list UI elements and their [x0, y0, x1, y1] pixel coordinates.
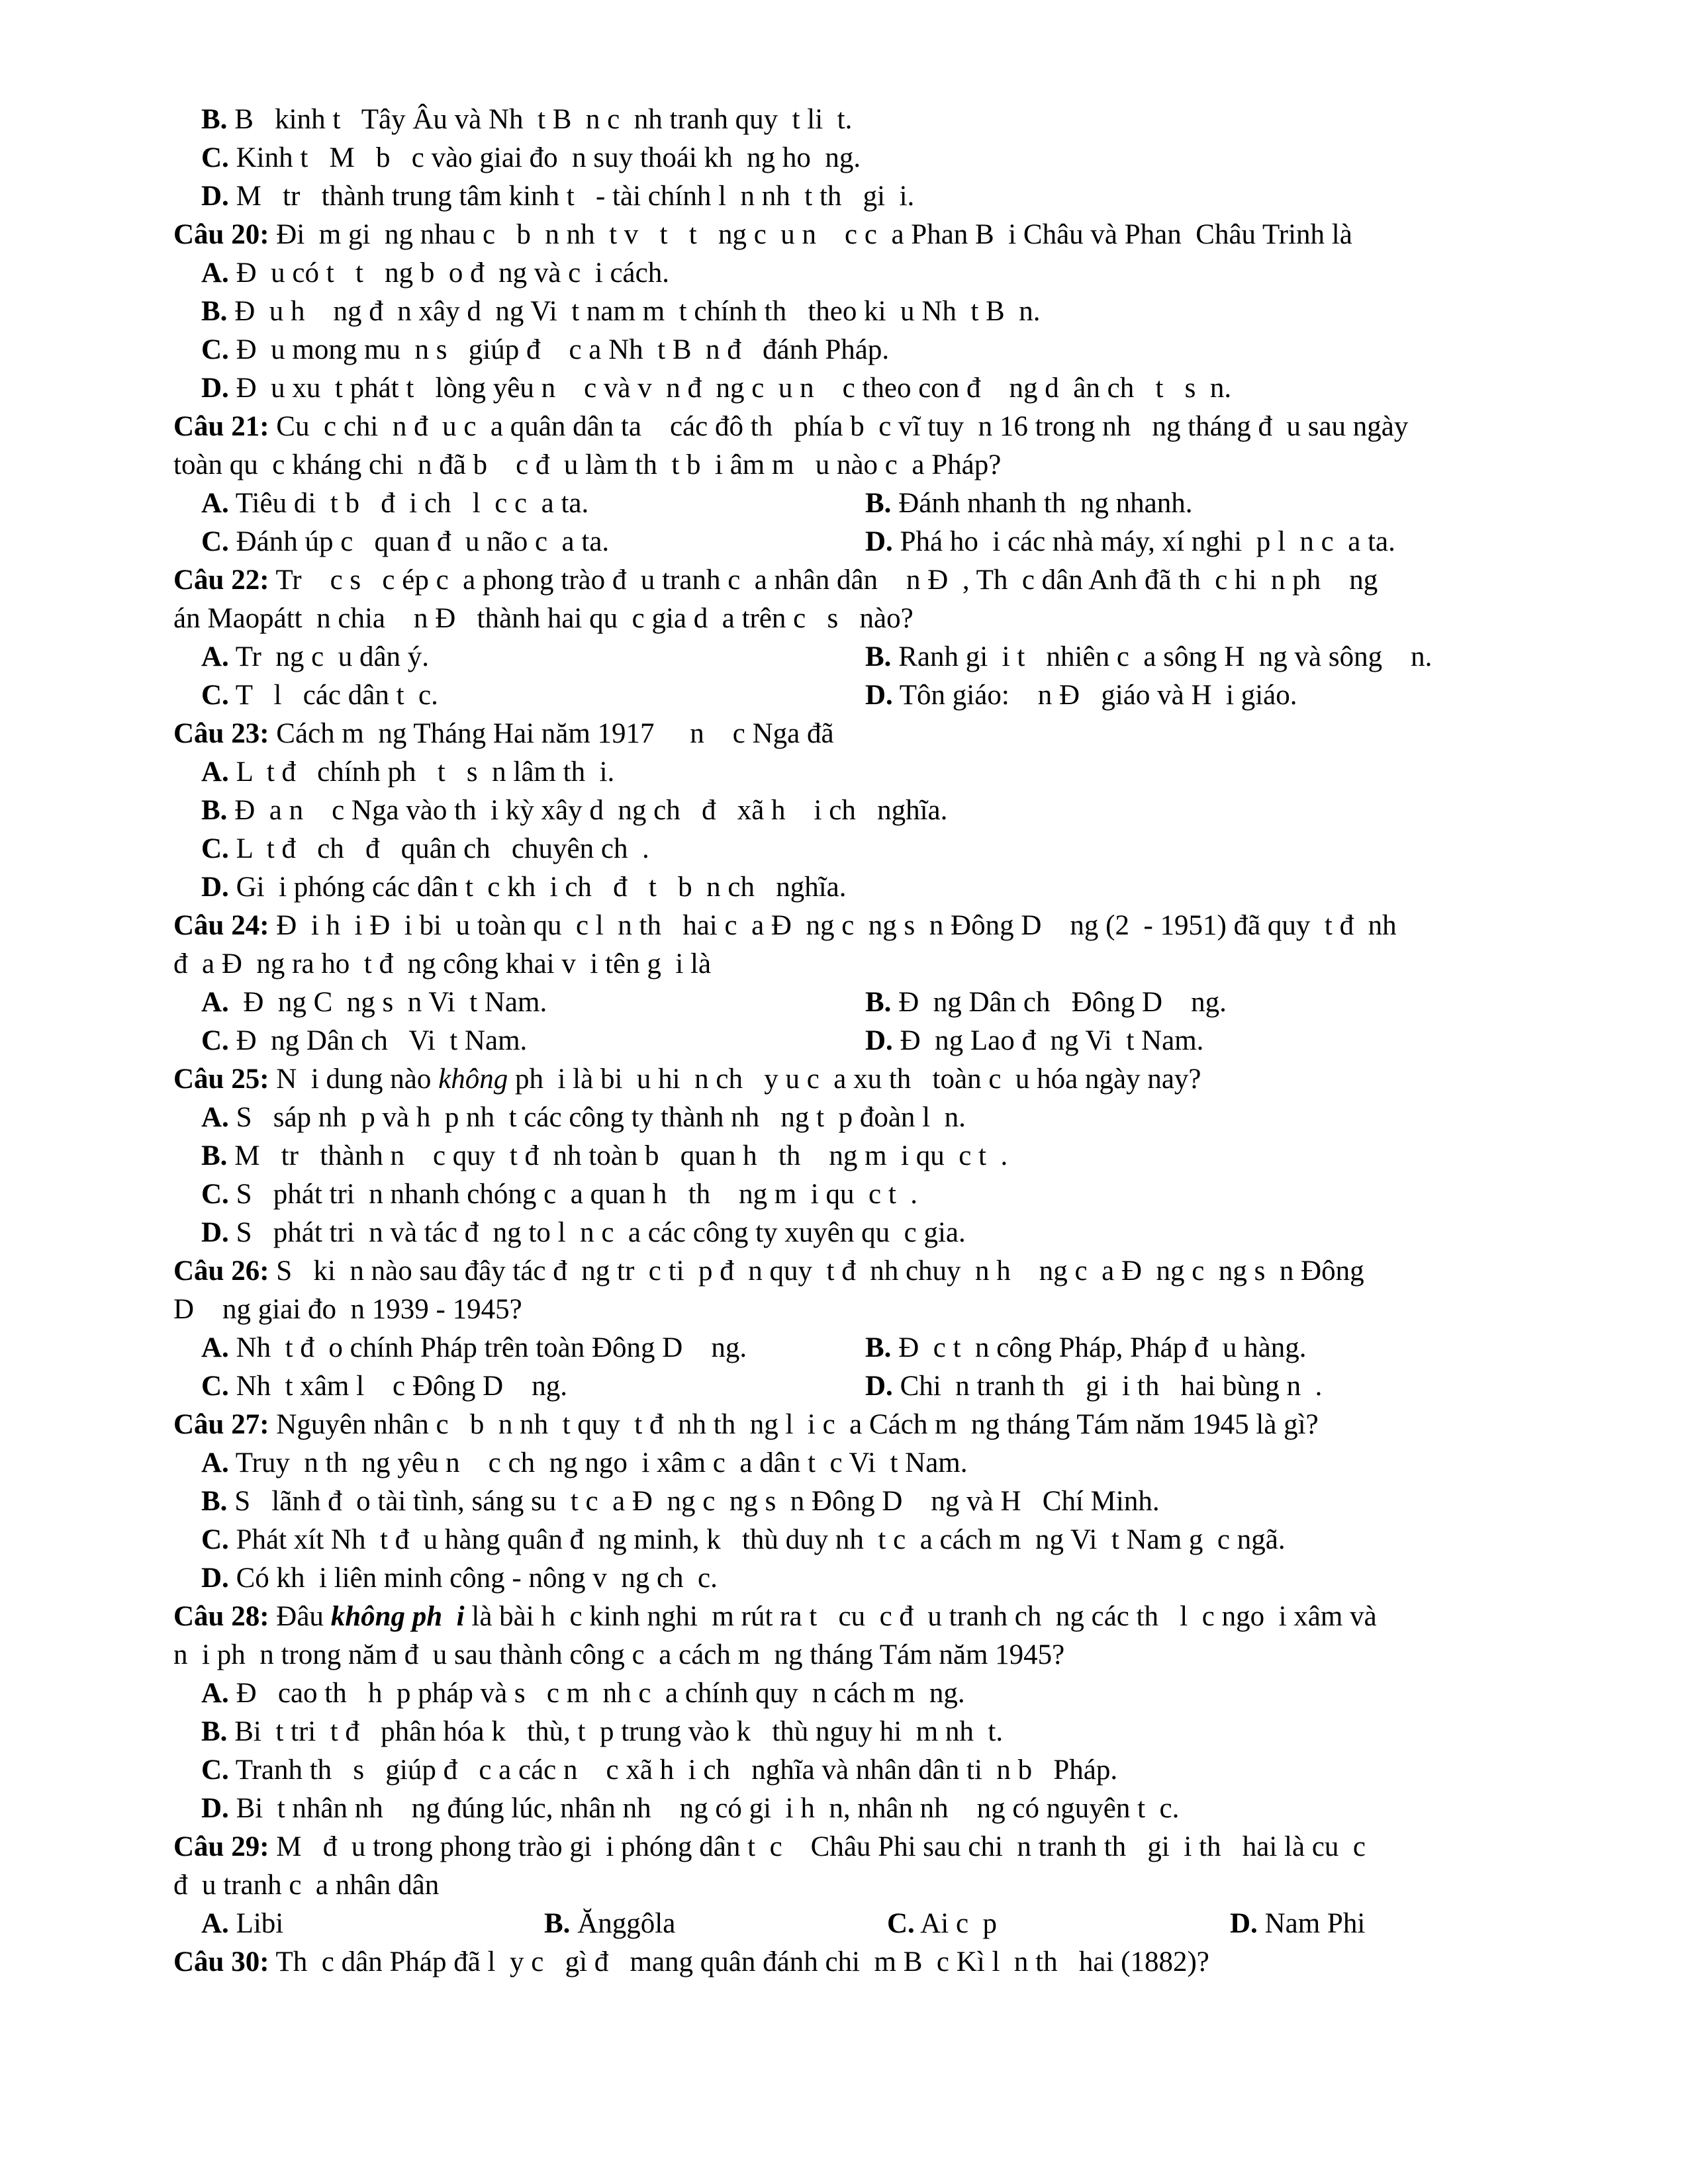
- q25-option-b: B. M tr thành n c quy t đ nh toàn b quan h th ng m i qu c t .: [201, 1140, 1008, 1171]
- q20-option-b: B. Đ u h ng đ n xây d ng Vi t nam m t chính th theo ki u Nh t B n.: [201, 296, 1041, 327]
- q27-option-d: D. Có kh i liên minh công - nông v ng ch c.: [201, 1563, 718, 1594]
- q27-option-a: A. Truy n th ng yêu n c ch ng ngo i xâm c a dân t c Vi t Nam.: [201, 1447, 968, 1479]
- q24-option-d: D. Đ ng Lao đ ng Vi t Nam.: [865, 1025, 1204, 1056]
- q24-stem-cont: đ a Đ ng ra ho t đ ng công khai v i tên g i là: [173, 948, 712, 979]
- q21-option-d: D. Phá ho i các nhà máy, xí nghi p l n c a ta.: [865, 526, 1395, 557]
- q28-stem: Câu 28: Đâu không ph i là bài h c kinh nghi m rút ra t cu c đ u tranh ch ng các th l c ngo i xâm và: [173, 1601, 1377, 1632]
- q20-option-a: A. Đ u có t t ng b o đ ng và c i cách.: [201, 257, 669, 289]
- q27-option-c: C. Phát xít Nh t đ u hàng quân đ ng minh, k thù duy nh t c a cách m ng Vi t Nam g c ngã.: [201, 1524, 1286, 1555]
- q22-stem-cont: án Maopátt n chia n Đ thành hai qu c gia d a trên c s nào?: [173, 603, 914, 634]
- q29-options-row: [173, 1905, 1603, 1943]
- q24-options-row2: [173, 1022, 1603, 1060]
- q21-option-c: C. Đánh úp c quan đ u não c a ta.: [201, 526, 610, 557]
- q22-option-d: D. Tôn giáo: n Đ giáo và H i giáo.: [865, 680, 1297, 711]
- q25-stem: Câu 25: N i dung nào không ph i là bi u hi n ch y u c a xu th toàn c u hóa ngày nay?: [173, 1064, 1201, 1095]
- q29-option-d: D. Nam Phi: [1230, 1908, 1366, 1939]
- q22-options-row1: [173, 638, 1603, 676]
- q25-option-a: A. S sáp nh p và h p nh t các công ty thành nh ng t p đoàn l n.: [201, 1102, 966, 1133]
- q20-option-d: D. Đ u xu t phát t lòng yêu n c và v n đ ng c u n c theo con đ ng d ân ch t s n.: [201, 373, 1232, 404]
- q28-option-d: D. Bi t nhân nh ng đúng lúc, nhân nh ng có gi i h n, nhân nh ng có nguyên t c.: [201, 1793, 1180, 1824]
- q23-option-b: B. Đ a n c Nga vào th i kỳ xây d ng ch đ xã h i ch nghĩa.: [201, 795, 948, 826]
- q26-stem: Câu 26: S ki n nào sau đây tác đ ng tr c ti p đ n quy t đ nh chuy n h ng c a Đ ng c ng s n Đông: [173, 1255, 1364, 1287]
- q30-stem: Câu 30: Th c dân Pháp đã l y c gì đ mang quân đánh chi m B c Kì l n th hai (1882)?: [173, 1946, 1209, 1978]
- q24-option-b: B. Đ ng Dân ch Đông D ng.: [865, 987, 1227, 1018]
- q25-option-c: C. S phát tri n nhanh chóng c a quan h th ng m i qu c t .: [201, 1179, 918, 1210]
- q29-option-c: C. Ai c p: [887, 1908, 998, 1939]
- q19-option-b: B. B kinh t Tây Âu và Nh t B n c nh tranh quy t li t.: [201, 104, 853, 135]
- q28-option-c: C. Tranh th s giúp đ c a các n c xã h i ch nghĩa và nhân dân ti n b Pháp.: [201, 1754, 1118, 1786]
- q22-option-b: B. Ranh gi i t nhiên c a sông H ng và sông n.: [865, 641, 1432, 672]
- q22-options-row2: [173, 676, 1603, 715]
- q21-option-b: B. Đánh nhanh th ng nhanh.: [865, 488, 1193, 519]
- exam-page: [173, 101, 1603, 1981]
- q26-options-row2: [173, 1367, 1603, 1406]
- q26-option-c: C. Nh t xâm l c Đông D ng.: [201, 1371, 567, 1402]
- q29-option-b: B. Ănggôla: [544, 1908, 676, 1939]
- q28-option-b: B. Bi t tri t đ phân hóa k thù, t p trung vào k thù nguy hi m nh t.: [201, 1716, 1004, 1747]
- q27-stem: Câu 27: Nguyên nhân c b n nh t quy t đ nh th ng l i c a Cách m ng tháng Tám năm 1945 là gì?: [173, 1409, 1319, 1440]
- q19-option-c: C. Kinh t M b c vào giai đo n suy thoái kh ng ho ng.: [201, 142, 861, 173]
- q28-stem-cont: n i ph n trong năm đ u sau thành công c a cách m ng tháng Tám năm 1945?: [173, 1639, 1065, 1670]
- q29-option-a: A. Libi: [201, 1908, 284, 1939]
- q21-stem: Câu 21: Cu c chi n đ u c a quân dân ta các đô th phía b c vĩ tuy n 16 trong nh ng tháng đ u sau ngày: [173, 411, 1409, 442]
- q21-options-row2: [173, 523, 1603, 561]
- q19-option-d: D. M tr thành trung tâm kinh t - tài chính l n nh t th gi i.: [201, 181, 915, 212]
- q21-stem-cont: toàn qu c kháng chi n đã b c đ u làm th t b i âm m u nào c a Pháp?: [173, 449, 1002, 480]
- q24-option-a: A. Đ ng C ng s n Vi t Nam.: [201, 987, 547, 1018]
- q22-option-c: C. T l các dân t c.: [201, 680, 438, 711]
- q21-option-a: A. Tiêu di t b đ i ch l c c a ta.: [201, 488, 589, 519]
- q26-option-a: A. Nh t đ o chính Pháp trên toàn Đông D ng.: [201, 1332, 747, 1363]
- q26-option-b: B. Đ c t n công Pháp, Pháp đ u hàng.: [865, 1332, 1307, 1363]
- q24-stem: Câu 24: Đ i h i Đ i bi u toàn qu c l n th hai c a Đ ng c ng s n Đông D ng (2 - 1951) đã quy t đ nh: [173, 910, 1397, 941]
- q24-options-row1: [173, 983, 1603, 1022]
- q27-option-b: B. S lãnh đ o tài tình, sáng su t c a Đ ng c ng s n Đông D ng và H Chí Minh.: [201, 1486, 1160, 1517]
- q25-option-d: D. S phát tri n và tác đ ng to l n c a các công ty xuyên qu c gia.: [201, 1217, 966, 1248]
- q23-option-d: D. Gi i phóng các dân t c kh i ch đ t b n ch nghĩa.: [201, 872, 847, 903]
- q21-options-row1: [173, 484, 1603, 523]
- q20-option-c: C. Đ u mong mu n s giúp đ c a Nh t B n đ đánh Pháp.: [201, 334, 890, 365]
- q24-option-c: C. Đ ng Dân ch Vi t Nam.: [201, 1025, 528, 1056]
- q29-stem: Câu 29: M đ u trong phong trào gi i phóng dân t c Châu Phi sau chi n tranh th gi i th hai là cu c: [173, 1831, 1366, 1862]
- q29-stem-cont: đ u tranh c a nhân dân: [173, 1870, 440, 1901]
- q20-stem: Câu 20: Đi m gi ng nhau c b n nh t v t t ng c u n c c a Phan B i Châu và Phan Châu Trinh là: [173, 219, 1352, 250]
- q26-options-row1: [173, 1329, 1603, 1367]
- q23-option-c: C. L t đ ch đ quân ch chuyên ch .: [201, 833, 649, 864]
- q22-stem: Câu 22: Tr c s c ép c a phong trào đ u tranh c a nhân dân n Đ , Th c dân Anh đã th c hi n ph ng: [173, 565, 1378, 596]
- q23-stem: Câu 23: Cách m ng Tháng Hai năm 1917 n c Nga đã: [173, 718, 834, 749]
- q28-option-a: A. Đ cao th h p pháp và s c m nh c a chính quy n cách m ng.: [201, 1678, 965, 1709]
- q26-option-d: D. Chi n tranh th gi i th hai bùng n .: [865, 1371, 1323, 1402]
- q23-option-a: A. L t đ chính ph t s n lâm th i.: [201, 756, 615, 788]
- q22-option-a: A. Tr ng c u dân ý.: [201, 641, 430, 672]
- q26-stem-cont: D ng giai đo n 1939 - 1945?: [173, 1294, 522, 1325]
